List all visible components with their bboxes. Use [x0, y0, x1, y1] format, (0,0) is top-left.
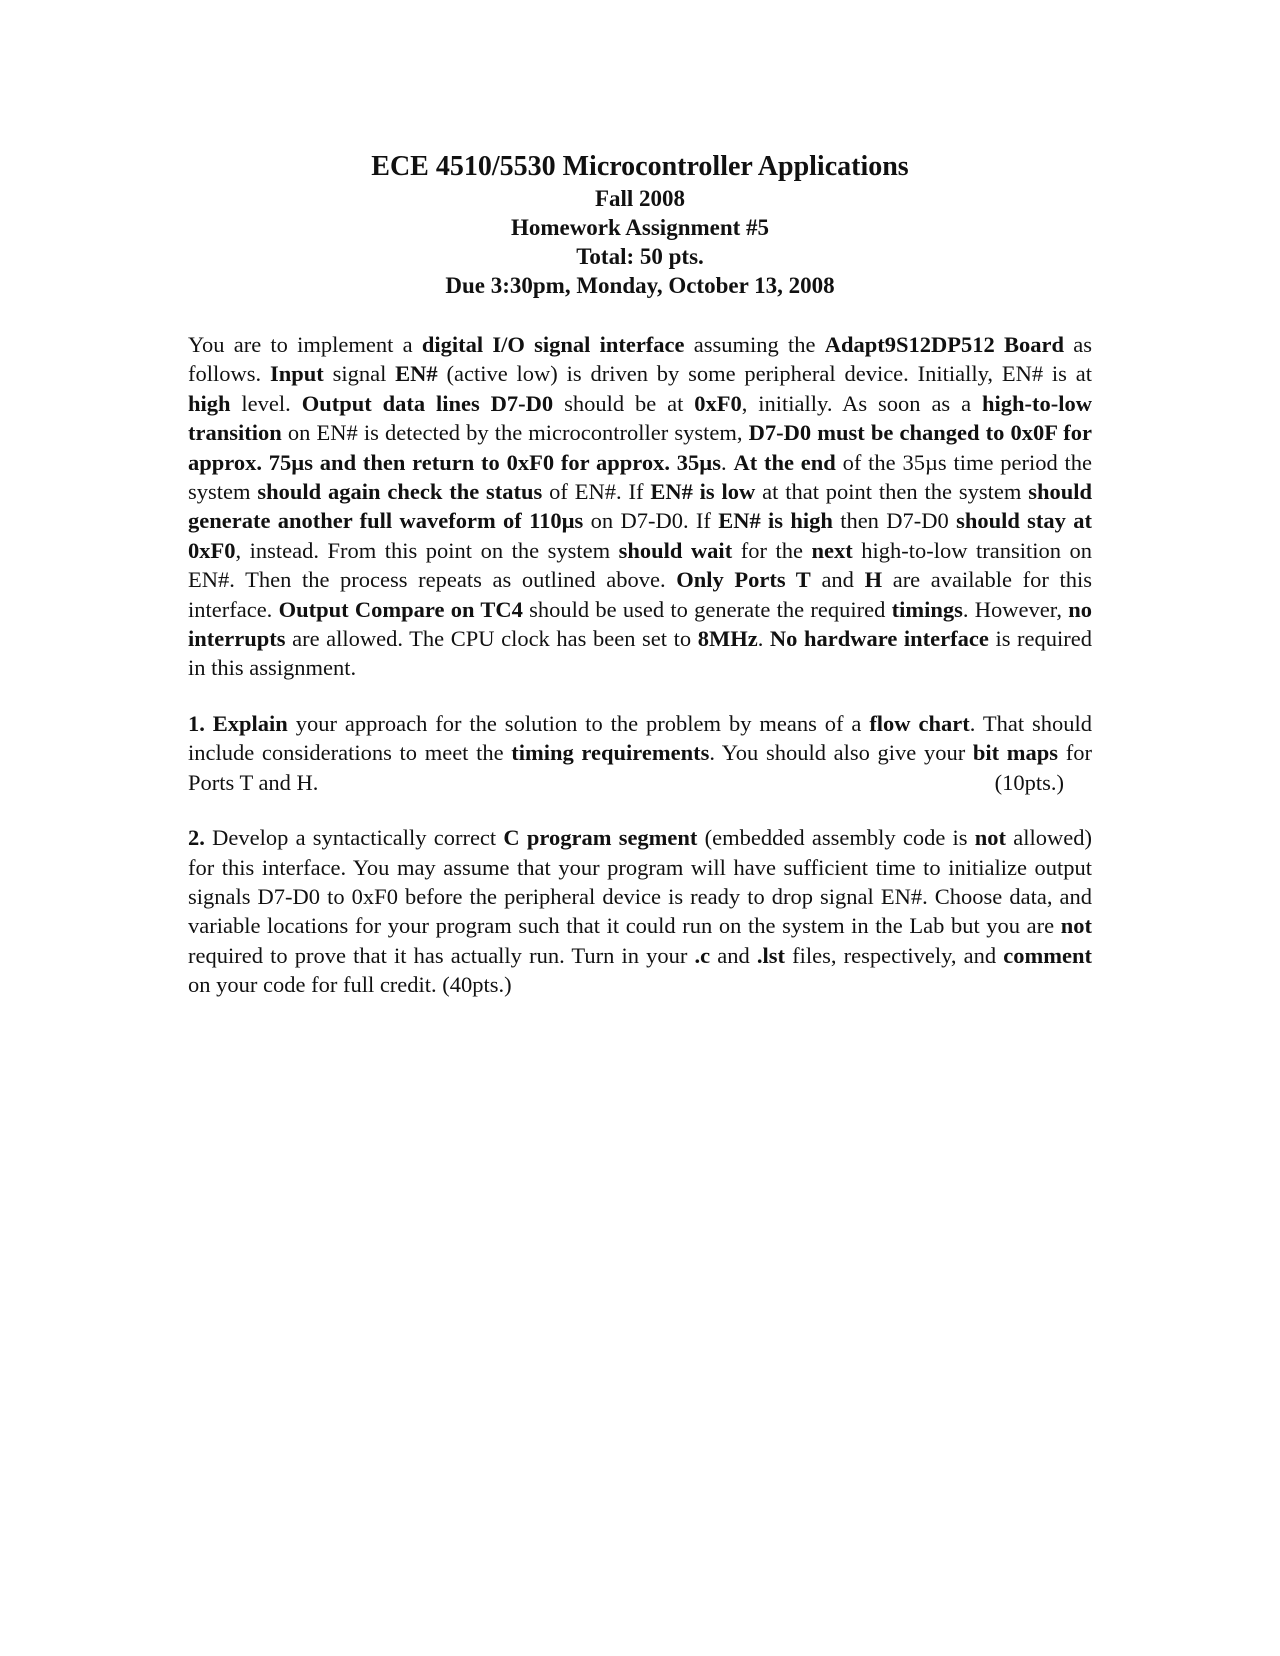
intro-run: on D7-D0. If [583, 508, 719, 534]
intro-run: . [721, 449, 734, 475]
document-page [188, 150, 1092, 1026]
intro-run: are allowed. The CPU clock has been set to [285, 626, 698, 652]
intro-run: At the end [733, 449, 836, 475]
question-2 [188, 823, 1092, 999]
intro-run: high-to-low transition [188, 390, 1092, 446]
due-date: Due 3:30pm, Monday, October 13, 2008 [445, 273, 835, 298]
q1-run: bit maps [972, 740, 1059, 766]
intro-run: is required in this assignment. [188, 626, 1092, 681]
intro-run: no interrupts [188, 596, 1092, 652]
intro-run: Adapt9S12DP512 Board [824, 332, 1064, 357]
intro-run: should be used to generate the required [522, 596, 892, 622]
intro-run: No hardware interface [769, 626, 989, 652]
document-header [188, 150, 1092, 300]
question-1 [188, 709, 1092, 797]
intro-run: as follows. [188, 332, 1092, 387]
intro-run: EN# is high [718, 508, 833, 534]
q1-run: . That should include considerations to meet the [188, 710, 1092, 766]
intro-run: high [188, 390, 231, 416]
q2-run: required to prove that it has actually run. Turn in your [188, 942, 695, 968]
intro-run: should again check the status [257, 479, 543, 505]
intro-run: Output data lines D7-D0 [301, 390, 554, 416]
q1-run: . You should also give your [709, 740, 973, 766]
intro-run: for the [732, 537, 812, 563]
q2-run: allowed) for this interface. You may assume that your program will have sufficient time to initialize output signals D7-D0 to 0xF0 before the peripheral device is ready to drop signal EN#. Choose data, and variable locations for your program such that it could run on the system in the Lab but you are [188, 825, 1092, 939]
intro-run: (active low) is driven by some peripheral device. Initially, EN# is at [437, 361, 1092, 387]
q2-run: C program segment [503, 825, 698, 851]
intro-run: assuming the [684, 332, 825, 357]
intro-run: level. [230, 390, 302, 416]
intro-run: Output Compare on TC4 [278, 596, 523, 622]
q2-run: 2. [188, 825, 205, 851]
term: Fall 2008 [594, 186, 686, 211]
intro-run: 8MHz [697, 626, 758, 652]
question-1-points: (10pts.) [994, 769, 1064, 795]
q1-run: for Ports T and H. [188, 740, 1092, 795]
intro-run: of EN#. If [542, 479, 651, 505]
q2-run: Develop a syntactically correct [204, 825, 504, 851]
intro-run: signal [323, 361, 396, 387]
question-1-points-row [995, 768, 1092, 797]
intro-run: , instead. From this point on the system [235, 537, 619, 563]
intro-run: 0xF0 [694, 390, 742, 416]
intro-run: D7-D0 must be changed to 0x0F for approx. 75µs and then return to 0xF0 for approx. 35µs [188, 420, 1092, 475]
intro-run: H [864, 567, 883, 593]
intro-run: at that point then the system [755, 479, 1029, 505]
intro-run: should stay at 0xF0 [188, 508, 1092, 563]
intro-run: Input [269, 361, 324, 387]
intro-run: then D7-D0 [832, 508, 957, 534]
intro-run: . However, [962, 596, 1069, 622]
intro-run: . [757, 626, 770, 652]
q1-run: 1. Explain [188, 710, 288, 736]
total-points: Total: 50 pts. [576, 244, 704, 269]
q1-run: flow chart [869, 710, 970, 736]
intro-run: Only Ports T [676, 567, 811, 593]
course-title: ECE 4510/5530 Microcontroller Applications [371, 151, 909, 182]
intro-run: should be at [553, 390, 695, 416]
assignment-title: Homework Assignment #5 [510, 215, 770, 240]
question-1-text [188, 711, 1092, 795]
q2-run: .lst [756, 942, 786, 968]
intro-run: of the 35µs time period the system [188, 449, 1093, 505]
intro-run: digital I/O signal interface [421, 332, 685, 357]
intro-run: EN# [395, 361, 438, 387]
q2-run: files, respectively, and [785, 942, 1004, 968]
q2-run: on your code for full credit. (40pts.) [188, 972, 512, 998]
intro-run: next [811, 537, 853, 563]
intro-run: should wait [618, 537, 733, 563]
intro-run: high-to-low transition on EN#. Then the process repeats as outlined above. [188, 537, 1092, 593]
intro-run: You are to implement a [188, 332, 422, 357]
q1-run: timing requirements [511, 740, 710, 766]
q2-run: not [1060, 913, 1092, 939]
intro-run: timings [891, 596, 963, 622]
q2-run: not [974, 825, 1007, 851]
intro-paragraph [188, 330, 1092, 683]
intro-run: on EN# is detected by the microcontroller system, [281, 420, 749, 446]
q2-run: (embedded assembly code is [697, 825, 975, 851]
q2-run: comment [1003, 942, 1092, 968]
intro-run: should generate another full waveform of 110µs [188, 479, 1092, 534]
intro-run: , initially. As soon as a [741, 390, 982, 416]
intro-run: EN# is low [650, 479, 756, 505]
intro-run: and [810, 567, 865, 593]
q2-run: and [710, 942, 757, 968]
intro-run: are available for this interface. [188, 567, 1092, 622]
q2-run: .c [694, 942, 711, 968]
q1-run: your approach for the solution to the problem by means of a [287, 710, 870, 736]
